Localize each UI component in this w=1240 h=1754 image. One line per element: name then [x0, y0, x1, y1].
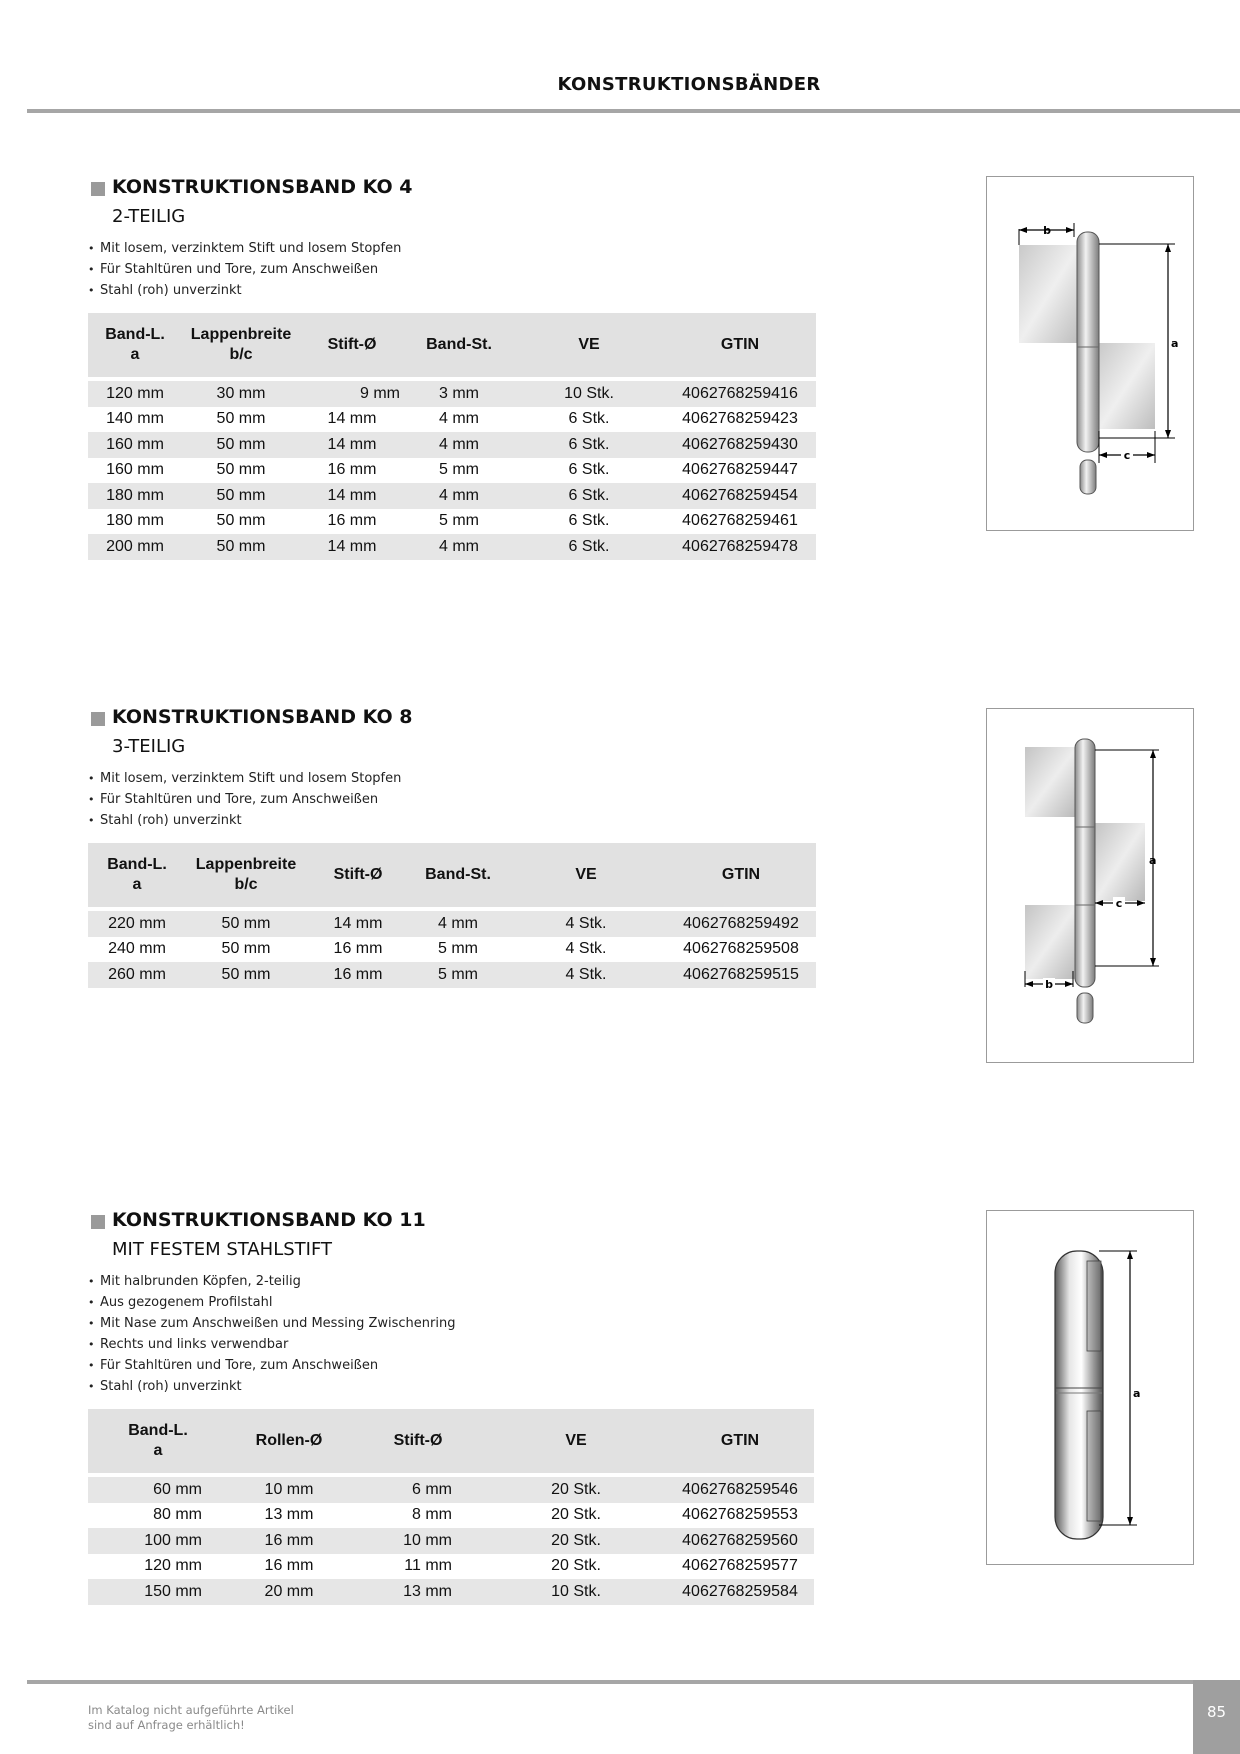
- product-figure-ko8: [986, 708, 1194, 1063]
- column-header: VE: [506, 843, 666, 907]
- column-header: GTIN: [666, 1409, 814, 1473]
- spec-table: [88, 1409, 814, 1605]
- table-row: 160 mm 50 mm 14 mm 4 mm 6 Stk. 4062768259430: [88, 432, 816, 458]
- column-header: Band-L. a: [88, 313, 182, 377]
- section-heading: [88, 1209, 816, 1237]
- square-bullet-icon: [91, 1215, 105, 1229]
- dimension-label-b: b: [1043, 224, 1051, 237]
- feature-list: [88, 238, 816, 301]
- feature-item: • Für Stahltüren und Tore, zum Anschweißen: [88, 1355, 816, 1376]
- column-header: Stift-Ø: [306, 843, 410, 907]
- column-header: Band-St.: [410, 843, 506, 907]
- table-header-row: [88, 843, 816, 907]
- square-bullet-icon: [91, 712, 105, 726]
- table-row: 100 mm 16 mm 10 mm 20 Stk. 4062768259560: [88, 1528, 814, 1554]
- column-header: Band-L. a: [88, 1409, 228, 1473]
- column-header: Lappenbreite b/c: [182, 313, 300, 377]
- dimension-label-c: c: [1115, 897, 1123, 910]
- table-header-row: [88, 1409, 814, 1473]
- column-header: Stift-Ø: [350, 1409, 486, 1473]
- dimension-label-a: a: [1171, 337, 1179, 350]
- feature-item: • Stahl (roh) unverzinkt: [88, 1376, 816, 1397]
- column-header: Lappenbreite b/c: [186, 843, 306, 907]
- footer-note: Im Katalog nicht aufgeführte Artikel sind auf Anfrage erhältlich!: [88, 1703, 294, 1732]
- page-number: 85: [1206, 1703, 1227, 1721]
- section-ko4: [88, 176, 816, 560]
- column-header: GTIN: [666, 843, 816, 907]
- table-row: 120 mm 30 mm 9 mm 3 mm 10 Stk. 4062768259416: [88, 381, 816, 407]
- spec-table: [88, 843, 816, 988]
- feature-list: [88, 768, 816, 831]
- feature-item: • Rechts und links verwendbar: [88, 1334, 816, 1355]
- feature-item: • Mit losem, verzinktem Stift und losem Stopfen: [88, 238, 816, 259]
- spec-table: [88, 313, 816, 560]
- column-header: Stift-Ø: [300, 313, 404, 377]
- column-header: GTIN: [664, 313, 816, 377]
- feature-list: [88, 1271, 816, 1397]
- column-header: Rollen-Ø: [228, 1409, 350, 1473]
- table-row: 140 mm 50 mm 14 mm 4 mm 6 Stk. 4062768259423: [106, 410, 798, 428]
- feature-item: • Für Stahltüren und Tore, zum Anschweißen: [88, 789, 816, 810]
- header-divider: [27, 109, 1240, 113]
- table-row: 240 mm 50 mm 16 mm 5 mm 4 Stk. 4062768259508: [108, 940, 799, 958]
- product-figure-ko4: [986, 176, 1194, 531]
- section-title: KONSTRUKTIONSBAND KO 11: [112, 1209, 426, 1231]
- table-row: 80 mm 13 mm 8 mm 20 Stk. 4062768259553: [153, 1506, 798, 1524]
- square-bullet-icon: [91, 182, 105, 196]
- column-header: Band-L. a: [88, 843, 186, 907]
- hinge-2-part-drawing: [987, 177, 1193, 530]
- column-header: VE: [486, 1409, 666, 1473]
- section-subtitle: 2-TEILIG: [112, 206, 186, 227]
- section-heading: [88, 706, 816, 734]
- section-subtitle: 3-TEILIG: [112, 736, 186, 757]
- section-ko8: [88, 706, 816, 988]
- column-header: VE: [514, 313, 664, 377]
- feature-item: • Mit Nase zum Anschweißen und Messing Zwischenring: [88, 1313, 816, 1334]
- section-title: KONSTRUKTIONSBAND KO 4: [112, 176, 413, 198]
- feature-item: • Stahl (roh) unverzinkt: [88, 280, 816, 301]
- dimension-label-b: b: [1045, 978, 1053, 991]
- feature-item: • Mit halbrunden Köpfen, 2-teilig: [88, 1271, 816, 1292]
- dimension-label-c: c: [1123, 449, 1131, 462]
- feature-item: • Für Stahltüren und Tore, zum Anschweißen: [88, 259, 816, 280]
- table-row: 160 mm 50 mm 16 mm 5 mm 6 Stk. 4062768259447: [106, 461, 798, 479]
- dimension-label-a: a: [1133, 1387, 1141, 1400]
- table-row: 180 mm 50 mm 16 mm 5 mm 6 Stk. 4062768259461: [106, 512, 798, 530]
- column-header: Band-St.: [404, 313, 514, 377]
- product-figure-ko11: [986, 1210, 1194, 1565]
- page-title: KONSTRUKTIONSBÄNDER: [557, 74, 821, 95]
- section-subtitle: MIT FESTEM STAHLSTIFT: [112, 1239, 332, 1260]
- feature-item: • Aus gezogenem Profilstahl: [88, 1292, 816, 1313]
- table-header-row: [88, 313, 816, 377]
- hinge-fixed-pin-drawing: [987, 1211, 1193, 1564]
- section-title: KONSTRUKTIONSBAND KO 8: [112, 706, 413, 728]
- feature-item: • Stahl (roh) unverzinkt: [88, 810, 816, 831]
- table-row: 220 mm 50 mm 14 mm 4 mm 4 Stk. 4062768259492: [88, 911, 816, 937]
- table-row: 120 mm 16 mm 11 mm 20 Stk. 4062768259577: [144, 1557, 798, 1575]
- section-ko11: [88, 1209, 816, 1605]
- footer-divider: [27, 1680, 1193, 1684]
- table-row: 150 mm 20 mm 13 mm 10 Stk. 4062768259584: [88, 1579, 814, 1605]
- section-heading: [88, 176, 816, 204]
- table-row: 180 mm 50 mm 14 mm 4 mm 6 Stk. 4062768259454: [88, 483, 816, 509]
- table-row: 200 mm 50 mm 14 mm 4 mm 6 Stk. 4062768259478: [88, 534, 816, 560]
- table-row: 60 mm 10 mm 6 mm 20 Stk. 4062768259546: [88, 1477, 814, 1503]
- feature-item: • Mit losem, verzinktem Stift und losem Stopfen: [88, 768, 816, 789]
- table-row: 260 mm 50 mm 16 mm 5 mm 4 Stk. 4062768259515: [88, 962, 816, 988]
- hinge-3-part-drawing: [987, 709, 1193, 1062]
- dimension-label-a: a: [1149, 854, 1157, 867]
